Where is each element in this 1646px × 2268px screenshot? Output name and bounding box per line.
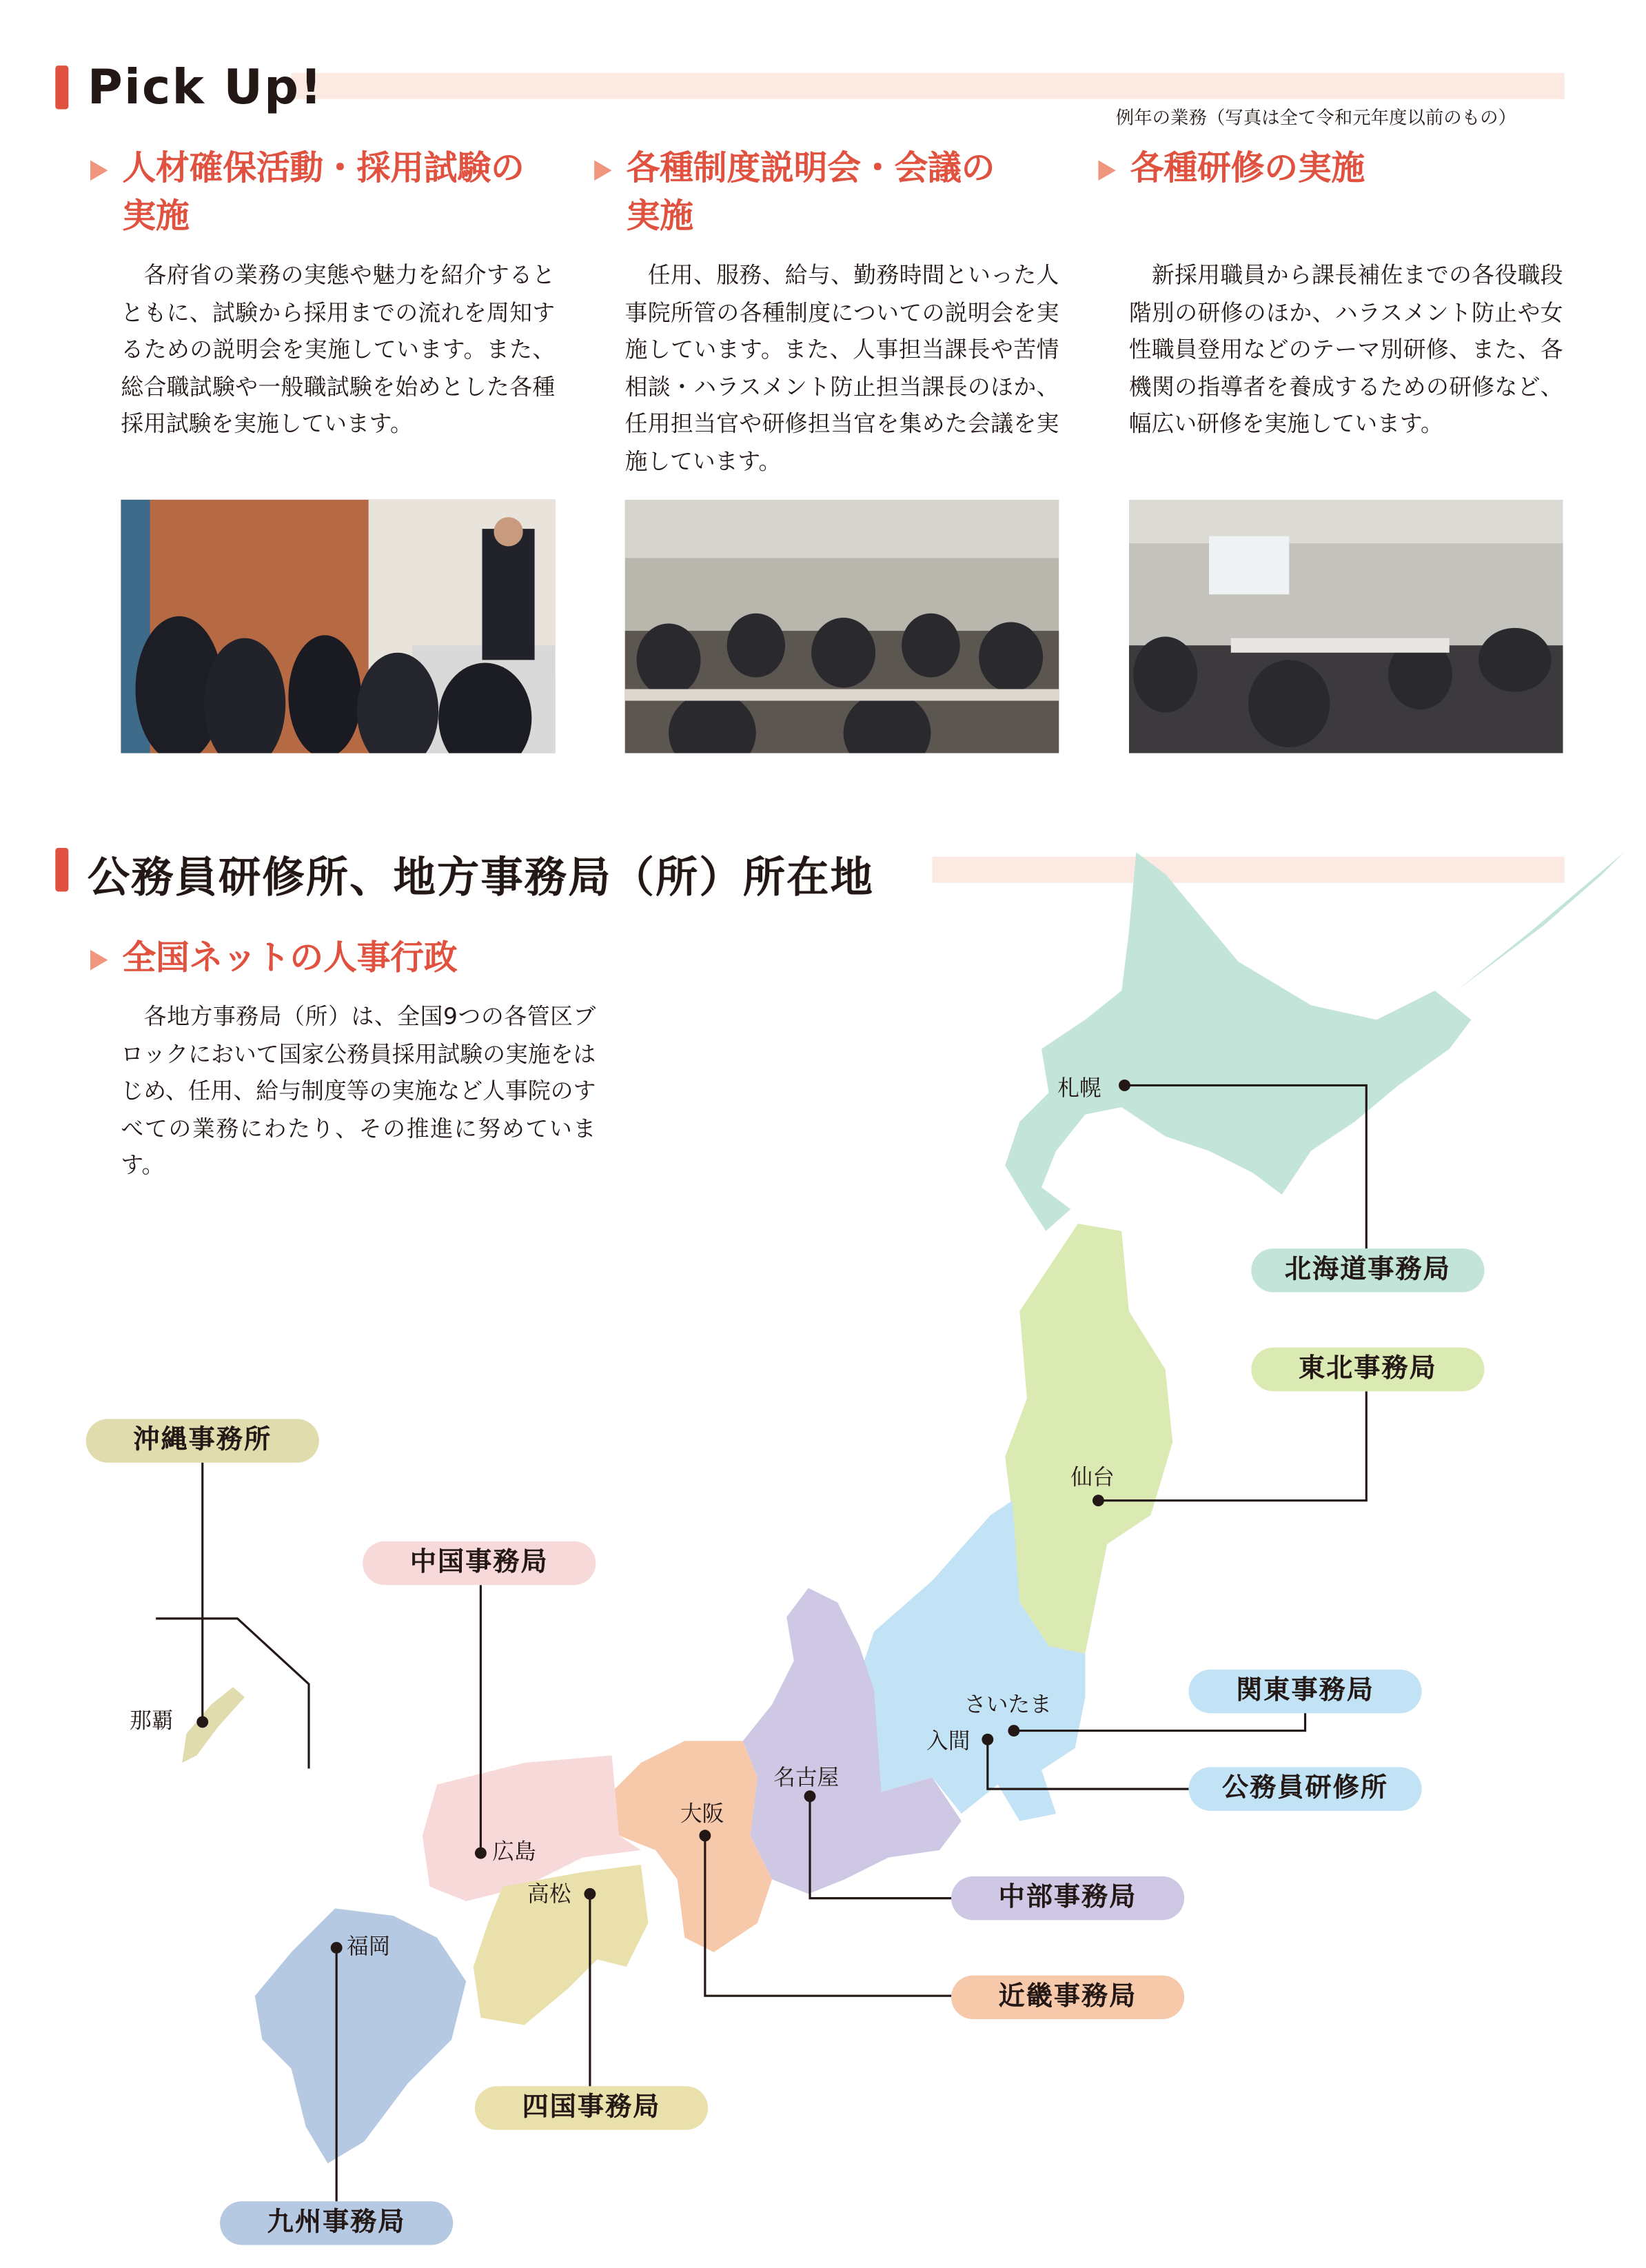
city-dot bbox=[1008, 1725, 1019, 1737]
city-dot bbox=[475, 1847, 487, 1859]
pickup-body-3: 新採用職員から課長補佐までの各役職段階別の研修のほか、ハラスメント防止や女性職員登用などのテーマ別研修、また、各機関の指導者を養成するための研修など、幅広い研修を実施しています。 bbox=[1128, 262, 1563, 437]
pickup-body-1: 各府省の業務の実態や魅力を紹介するとともに、試験から採用までの流れを周知するための説明会を実施しています。また、総合職試験や一般職試験を始めとした各種採用試験を実施しています。 bbox=[121, 262, 556, 437]
pickup-heading-3: 各種研修の実施 bbox=[1130, 150, 1365, 188]
city-saitama: さいたま bbox=[964, 1691, 1052, 1718]
city-dot bbox=[1093, 1495, 1104, 1506]
leader-lines bbox=[156, 1085, 1366, 2203]
office-chugoku: 中国事務局 bbox=[363, 1541, 596, 1585]
city-iruma: 入間 bbox=[926, 1728, 971, 1754]
office-okinawa: 沖縄事務所 bbox=[86, 1419, 319, 1462]
office-kenshujo: 公務員研修所 bbox=[1188, 1767, 1421, 1810]
office-kinki: 近畿事務局 bbox=[951, 1976, 1184, 2019]
locations-title: 公務員研修所、地方事務局（所）所在地 bbox=[87, 852, 875, 902]
office-hokkaido: 北海道事務局 bbox=[1251, 1248, 1484, 1292]
city-dot bbox=[196, 1716, 208, 1728]
city-osaka: 大阪 bbox=[680, 1801, 724, 1827]
city-naha: 那覇 bbox=[130, 1707, 174, 1734]
pickup-title: Pick Up! bbox=[87, 58, 324, 115]
pickup-body-2: 任用、服務、給与、勤務時間といった人事院所管の各種制度についての説明会を実施しています。また、人事担当課長や苦情相談・ハラスメント防止担当課長のほか、任用担当官や研修担当官を集めた会議を実施しています。 bbox=[624, 262, 1059, 474]
city-dot bbox=[804, 1790, 816, 1802]
locations-body: 各地方事務局（所）は、全国9つの各管区ブロックにおいて国家公務員採用試験の実施をはじめ、任用、給与制度等の実施など人事院のすべての業務にわたり、その推進に努めています。 bbox=[121, 1004, 596, 1179]
city-nagoya: 名古屋 bbox=[773, 1764, 840, 1791]
city-sapporo: 札幌 bbox=[1057, 1075, 1101, 1102]
city-fukuoka: 福岡 bbox=[346, 1933, 391, 1960]
pickup-heading-2: 各種制度説明会・会議の 実施 bbox=[626, 150, 995, 236]
photo-caption: 例年の業務（写真は全て令和元年度以前のもの） bbox=[1115, 106, 1516, 128]
office-kanto: 関東事務局 bbox=[1188, 1670, 1421, 1713]
office-shikoku: 四国事務局 bbox=[475, 2086, 708, 2129]
city-dot bbox=[1119, 1080, 1130, 1091]
region-okinawa bbox=[182, 1687, 245, 1763]
office-tohoku: 東北事務局 bbox=[1251, 1348, 1484, 1391]
pickup-heading-1: 人材確保活動・採用試験の 実施 bbox=[122, 150, 525, 236]
office-kyushu: 九州事務局 bbox=[220, 2201, 453, 2245]
city-takamatsu: 高松 bbox=[527, 1881, 571, 1907]
office-chubu: 中部事務局 bbox=[951, 1876, 1184, 1920]
city-dot bbox=[699, 1830, 711, 1841]
locations-subheading: 全国ネットの人事行政 bbox=[122, 940, 458, 978]
region-hokkaido bbox=[1005, 852, 1624, 1231]
city-sendai: 仙台 bbox=[1070, 1464, 1115, 1490]
city-dot bbox=[331, 1942, 343, 1954]
city-dot bbox=[584, 1888, 596, 1900]
city-dot bbox=[982, 1734, 993, 1745]
region-tohoku bbox=[1005, 1224, 1172, 1653]
city-hiroshima: 広島 bbox=[492, 1838, 536, 1865]
